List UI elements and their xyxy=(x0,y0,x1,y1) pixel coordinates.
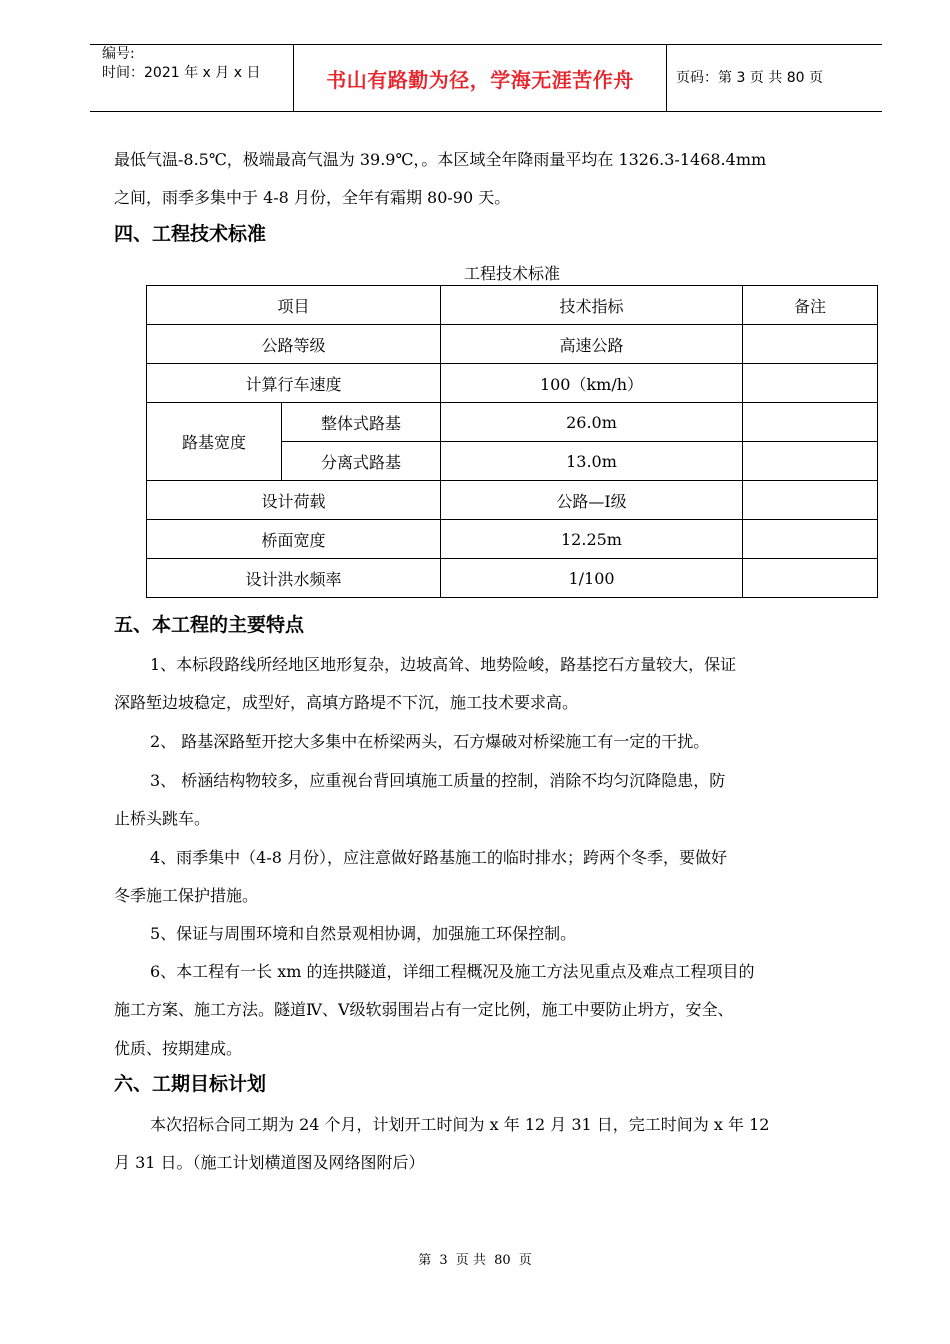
header-time-label: 时间：2021 年 x 月 x 日 xyxy=(102,65,261,81)
table-caption: 工程技术标准 xyxy=(463,264,560,283)
table-header-row xyxy=(147,286,878,325)
header-cell-note: 备注 xyxy=(743,286,878,325)
table-row xyxy=(147,559,878,598)
feature-line: 深路堑边坡稳定，成型好，高填方路堤不下沉，施工技术要求高。 xyxy=(114,693,579,712)
cell-item: 设计荷载 xyxy=(147,481,441,520)
footer-page-number: 3 xyxy=(439,1253,448,1268)
feature-line: 6、本工程有一长 xm 的连拱隧道，详细工程概况及施工方法见重点及难点工程项目的 xyxy=(150,962,755,981)
schedule-line-1: 本次招标合同工期为 24 个月，计划开工时间为 x 年 12 月 31 日，完工时间为 x 年 12 xyxy=(150,1115,770,1134)
header-cell-item: 项目 xyxy=(147,286,441,325)
cell-value: 高速公路 xyxy=(441,325,743,364)
feature-line: 5、保证与周围环境和自然景观相协调，加强施工环保控制。 xyxy=(150,924,577,943)
cell-value: 26.0m xyxy=(441,403,743,442)
cell-item: 公路等级 xyxy=(147,325,441,364)
feature-line: 优质、按期建成。 xyxy=(114,1039,243,1058)
footer-total-pages: 80 xyxy=(494,1253,511,1268)
section-6-heading: 六、工期目标计划 xyxy=(114,1073,267,1095)
cell-value: 1/100 xyxy=(441,559,743,598)
footer-prefix: 第 xyxy=(418,1253,432,1268)
cell-subitem: 整体式路基 xyxy=(282,403,441,442)
footer-suffix: 页 xyxy=(518,1253,532,1268)
header-meta xyxy=(102,45,260,83)
feature-line: 冬季施工保护措施。 xyxy=(114,886,259,905)
cell-value: 12.25m xyxy=(441,520,743,559)
cell-note xyxy=(743,559,878,598)
feature-line: 止桥头跳车。 xyxy=(114,809,211,828)
feature-line: 施工方案、施工方法。隧道Ⅳ、Ⅴ级软弱围岩占有一定比例，施工中要防止坍方，安全、 xyxy=(114,1000,734,1019)
cell-item: 桥面宽度 xyxy=(147,520,441,559)
table-row xyxy=(147,364,878,403)
cell-group-subgrade-width: 路基宽度 xyxy=(147,403,282,481)
intro-line-2: 之间，雨季多集中于 4-8 月份，全年有霜期 80-90 天。 xyxy=(114,188,511,207)
table-row xyxy=(147,325,878,364)
cell-value: 100（km/h） xyxy=(441,364,743,403)
cell-subitem: 分离式路基 xyxy=(282,442,441,481)
standards-table xyxy=(146,285,878,598)
header-code-label: 编号: xyxy=(102,46,135,62)
cell-item: 计算行车速度 xyxy=(147,364,441,403)
header-divider-right xyxy=(666,44,667,112)
schedule-line-2: 月 31 日。（施工计划横道图及网络图附后） xyxy=(114,1153,425,1172)
feature-line: 2、 路基深路堑开挖大多集中在桥梁两头，石方爆破对桥梁施工有一定的干扰。 xyxy=(150,732,710,751)
table-row xyxy=(147,520,878,559)
header-bottom-rule xyxy=(90,111,882,112)
cell-note xyxy=(743,403,878,442)
header-cell-value: 技术指标 xyxy=(441,286,743,325)
cell-note xyxy=(743,364,878,403)
cell-item: 设计洪水频率 xyxy=(147,559,441,598)
table-row xyxy=(147,403,878,442)
cell-note xyxy=(743,520,878,559)
section-4-heading: 四、工程技术标准 xyxy=(114,223,267,245)
feature-line: 4、雨季集中（4-8 月份），应注意做好路基施工的临时排水；跨两个冬季，要做好 xyxy=(150,848,728,867)
table-row xyxy=(147,481,878,520)
cell-value: 公路—Ⅰ级 xyxy=(441,481,743,520)
footer-mid: 页 共 xyxy=(455,1253,486,1268)
section-5-heading: 五、本工程的主要特点 xyxy=(114,614,305,636)
cell-note xyxy=(743,481,878,520)
feature-line: 3、 桥涵结构物较多，应重视台背回填施工质量的控制，消除不均匀沉降隐患，防 xyxy=(150,771,726,790)
feature-line: 1、本标段路线所经地区地形复杂，边坡高耸、地势险峻，路基挖石方量较大，保证 xyxy=(150,655,737,674)
header-motto: 书山有路勤为径，学海无涯苦作舟 xyxy=(326,68,634,92)
cell-note xyxy=(743,442,878,481)
intro-line-1: 最低气温-8.5℃，极端最高气温为 39.9℃，。本区域全年降雨量平均在 1326.3-1468.4mm xyxy=(114,150,767,169)
page-footer xyxy=(0,1249,950,1268)
cell-value: 13.0m xyxy=(441,442,743,481)
header-page-label: 页码：第 3 页 共 80 页 xyxy=(676,70,823,86)
cell-note xyxy=(743,325,878,364)
